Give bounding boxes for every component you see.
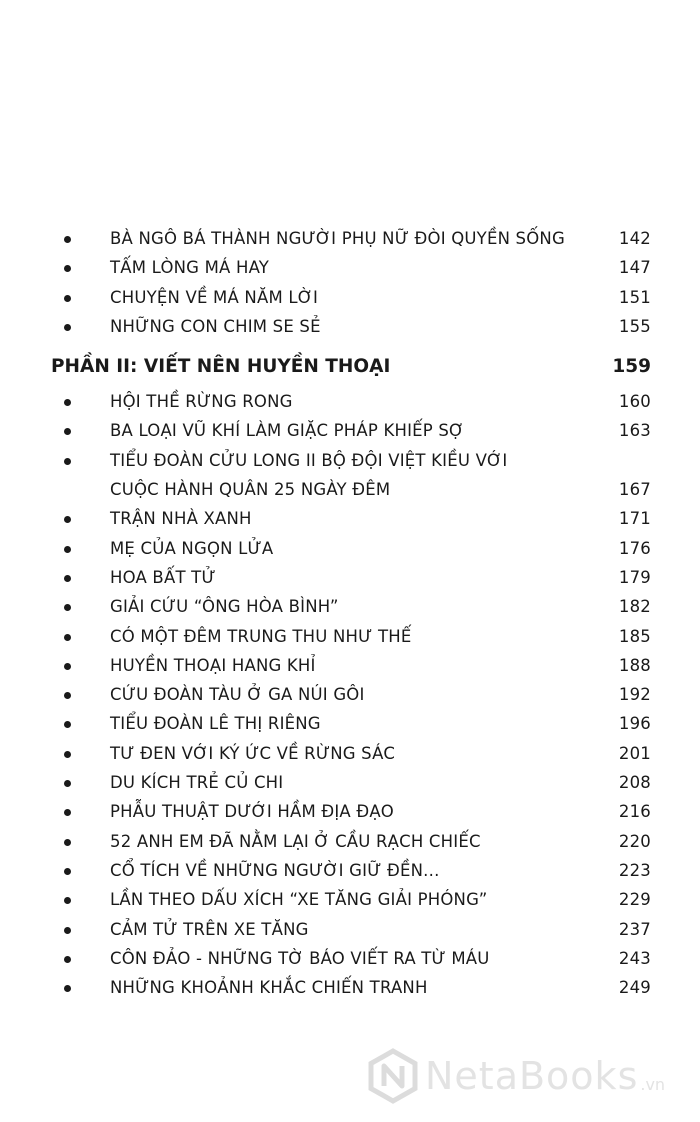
watermark: [365, 1046, 695, 1106]
bullet-icon: [64, 692, 71, 699]
toc-entry: [0, 284, 700, 313]
section-heading: [0, 342, 700, 388]
toc-entry-page-number: 163: [618, 421, 651, 441]
bullet-icon: [64, 927, 71, 934]
toc-entry-page-number: 185: [618, 626, 651, 646]
toc-entry-page-number: 182: [618, 597, 651, 617]
bullet-icon: [64, 956, 71, 963]
toc-entry-title: CẢM TỬ TRÊN XE TĂNG: [110, 919, 309, 939]
toc-entry: [0, 417, 700, 446]
toc-entry: [0, 886, 700, 915]
toc-entry-title: HỘI THỀ RỪNG RONG: [110, 392, 293, 412]
toc-entry: [0, 505, 700, 534]
toc-entry-page-number: 147: [618, 258, 651, 278]
toc-entry-page-number: 155: [618, 316, 651, 336]
bullet-icon: [64, 399, 71, 406]
bullet-icon: [64, 428, 71, 435]
toc-entry-page-number: 216: [618, 802, 651, 822]
bullet-icon: [64, 897, 71, 904]
bullet-icon: [64, 604, 71, 611]
toc-entry-page-number: 223: [618, 860, 651, 880]
toc-entry-page-number: 249: [618, 978, 651, 998]
bullet-icon: [64, 985, 71, 992]
toc-entry-title: NHỮNG CON CHIM SE SẺ: [110, 316, 321, 336]
toc-entry-title: TẤM LÒNG MÁ HAY: [110, 258, 270, 278]
toc-entry-page-number: 171: [618, 509, 651, 529]
bullet-icon: [64, 546, 71, 553]
bullet-icon: [64, 324, 71, 331]
watermark-suffix: .vn: [640, 1074, 666, 1094]
toc-entry-title: 52 ANH EM ĐÃ NẰM LẠI Ở CẦU RẠCH CHIẾC: [110, 831, 481, 851]
toc-entry-page-number: 160: [618, 392, 651, 412]
bullet-icon: [64, 839, 71, 846]
toc-entry-title: BA LOẠI VŨ KHÍ LÀM GIẶC PHÁP KHIẾP SỢ: [110, 421, 465, 441]
toc-entry-title: BÀ NGÔ BÁ THÀNH NGƯỜI PHỤ NỮ ĐÒI QUYỀN SỐNG: [110, 229, 565, 248]
toc-entry-page-number: 151: [618, 287, 651, 307]
toc-entry: [0, 447, 700, 506]
toc-list-bottom: [0, 388, 700, 1003]
toc-entry: [0, 710, 700, 739]
toc-entry-title: CỔ TÍCH VỀ NHỮNG NGƯỜI GIỮ ĐỀN...: [110, 860, 440, 880]
toc-entry: [0, 740, 700, 769]
bullet-icon: [64, 236, 71, 243]
toc-entry-page-number: 208: [618, 773, 651, 793]
bullet-icon: [64, 634, 71, 641]
toc-entry-title: DU KÍCH TRẺ CỦ CHI: [110, 773, 284, 793]
toc-entry-title: GIẢI CỨU “ÔNG HÒA BÌNH”: [110, 597, 339, 617]
toc-entry-title: TIỂU ĐOÀN LÊ THỊ RIÊNG: [110, 714, 321, 734]
toc-entry-page-number: 237: [618, 919, 651, 939]
toc-entry: [0, 254, 700, 283]
toc-entry-title: PHẪU THUẬT DƯỚI HẦM ĐỊA ĐẠO: [110, 802, 394, 822]
bullet-icon: [64, 751, 71, 758]
toc-entry-page-number: 188: [618, 655, 651, 675]
toc-entry: [0, 916, 700, 945]
toc-entry: [0, 388, 700, 417]
toc-entry-title: CỨU ĐOÀN TÀU Ở GA NÚI GÔI: [110, 685, 365, 705]
section-page-number: 159: [612, 356, 651, 378]
bullet-icon: [64, 721, 71, 728]
toc-entry: [0, 974, 700, 1003]
table-of-contents: [0, 225, 700, 1003]
bullet-icon: [64, 295, 71, 302]
toc-entry: [0, 652, 700, 681]
toc-entry-title: LẦN THEO DẤU XÍCH “XE TĂNG GIẢI PHÓNG”: [110, 890, 488, 910]
bullet-icon: [64, 575, 71, 582]
toc-entry: [0, 798, 700, 827]
toc-entry-page-number: 220: [618, 831, 651, 851]
toc-entry: [0, 225, 700, 254]
section-title: PHẦN II: VIẾT NÊN HUYỀN THOẠI: [51, 356, 391, 378]
toc-entry-title: HOA BẤT TỬ: [110, 567, 216, 587]
watermark-brand: NetaBooks: [425, 1054, 639, 1098]
toc-entry-title: CHUYỆN VỀ MÁ NĂM LỜI: [110, 287, 319, 307]
toc-entry-title: MẸ CỦA NGỌN LỬA: [110, 538, 274, 558]
toc-entry-page-number: 167: [618, 479, 651, 499]
toc-entry: [0, 593, 700, 622]
toc-entry-title: TIỂU ĐOÀN CỬU LONG II BỘ ĐỘI VIỆT KIỀU VỚI: [110, 450, 508, 470]
bullet-icon: [64, 265, 71, 272]
bullet-icon: [64, 809, 71, 816]
toc-entry-title: CÔN ĐẢO - NHỮNG TỜ BÁO VIẾT RA TỪ MÁU: [110, 948, 490, 968]
toc-entry-page-number: 229: [618, 890, 651, 910]
toc-entry: [0, 623, 700, 652]
toc-entry-title: HUYỀN THOẠI HANG KHỈ: [110, 655, 316, 675]
toc-entry: [0, 857, 700, 886]
toc-entry: [0, 828, 700, 857]
toc-entry-title: NHỮNG KHOẢNH KHẮC CHIẾN TRANH: [110, 978, 428, 998]
netabooks-logo-icon: [365, 1048, 421, 1104]
toc-entry: [0, 769, 700, 798]
toc-entry-page-number: 179: [618, 567, 651, 587]
toc-entry-page-number: 243: [618, 948, 651, 968]
toc-entry-page-number: 201: [618, 743, 651, 763]
bullet-icon: [64, 868, 71, 875]
toc-list-top: [0, 225, 700, 342]
toc-entry-page-number: 176: [618, 538, 651, 558]
toc-entry: [0, 681, 700, 710]
bullet-icon: [64, 516, 71, 523]
toc-entry-title: CÓ MỘT ĐÊM TRUNG THU NHƯ THẾ: [110, 626, 412, 646]
toc-entry: [0, 535, 700, 564]
toc-entry-title: TƯ ĐEN VỚI KÝ ỨC VỀ RỪNG SÁC: [110, 743, 396, 763]
bullet-icon: [64, 663, 71, 670]
toc-entry: [0, 945, 700, 974]
toc-entry-title-continued: CUỘC HÀNH QUÂN 25 NGÀY ĐÊM: [110, 479, 391, 499]
bullet-icon: [64, 780, 71, 787]
toc-entry: [0, 313, 700, 342]
toc-entry-page-number: 192: [618, 685, 651, 705]
toc-entry: [0, 564, 700, 593]
toc-entry-page-number: 196: [618, 714, 651, 734]
toc-entry-title: TRẬN NHÀ XANH: [110, 509, 252, 529]
toc-entry-page-number: 142: [618, 229, 651, 248]
bullet-icon: [64, 458, 71, 465]
